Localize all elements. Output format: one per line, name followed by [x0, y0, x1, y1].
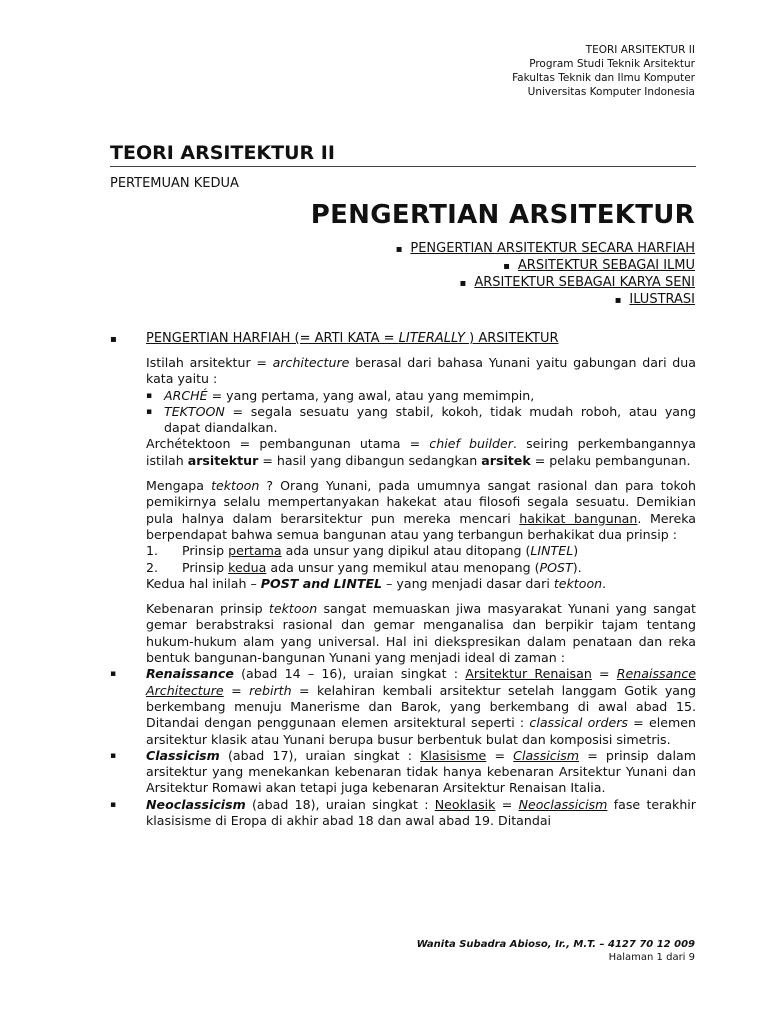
text-underline: Klasisisme — [420, 747, 487, 763]
section-heading-part: ) ARSITEKTUR — [464, 331, 559, 346]
text: = — [591, 666, 617, 682]
text: Istilah arsitektur = — [146, 355, 273, 370]
bullet-icon: ▪ — [395, 244, 403, 255]
toc-item — [396, 292, 695, 309]
bullet-icon: ▪ — [110, 334, 117, 345]
toc-item — [396, 275, 695, 292]
text: ? Orang Yunani, pada umumnya sangat rasional dan para tokoh pemikirnya selalu mempertanyakan hakekat atau filosofi segala sesuatu. Demikian pula halnya dalam berarsitektur pun mereka mencari — [146, 478, 696, 526]
text-bold: arsitek — [481, 452, 531, 468]
text-italic: POST — [539, 559, 573, 575]
table-of-contents — [396, 241, 695, 309]
term: ARCHÉ — [164, 387, 208, 403]
section-heading-text — [146, 331, 559, 346]
text: berasal dari bahasa Yunani yaitu gabungan dari dua kata yaitu : — [146, 355, 696, 387]
text: Kedua hal inilah – — [146, 575, 261, 591]
list-item-renaissance — [110, 666, 696, 747]
numbered-item — [146, 543, 696, 559]
text-italic: chief builder — [429, 436, 513, 452]
text-italic: LINTEL — [530, 543, 574, 559]
section-heading-part: PENGERTIAN HARFIAH (= ARTI KATA = — [146, 331, 399, 346]
text-underline: kedua — [228, 559, 267, 575]
text: . seiring perkembangannya istilah — [146, 436, 696, 468]
header-course: TEORI ARSITEKTUR II — [585, 44, 695, 56]
bullet-icon: ▪ — [503, 261, 510, 272]
text-italic-underline: Classicism — [513, 747, 580, 763]
paragraph-archetektoon — [146, 436, 696, 469]
text-italic: architecture — [272, 355, 350, 370]
text: = elemen arsitektur klasik atau Yunani berupa busur berbentuk bulat dan komposisi simetris. — [146, 715, 696, 747]
text: = kelahiran kembali arsitektur setelah langgam Gotik yang berkembang menuju Manerisme dan Barok, yang berkembang di awal abad 15. Ditandai dengan penggunaan elemen arsitektural seperti : — [146, 682, 696, 731]
text-italic: tektoon — [211, 478, 260, 494]
text-italic: classical orders — [529, 715, 628, 731]
bullet-icon: ▪ — [110, 750, 117, 761]
text: Kebenaran prinsip — [146, 601, 269, 617]
term: Classicism — [146, 747, 220, 763]
term: Neoclassicism — [146, 796, 246, 812]
toc-item — [396, 258, 695, 275]
list-item-arche — [146, 388, 696, 404]
text-italic: rebirth — [249, 682, 292, 698]
paragraph-truth — [146, 601, 696, 666]
header-program: Program Studi Teknik Arsitektur — [529, 58, 695, 70]
document-footer — [417, 938, 695, 964]
footer-page-number: Halaman 1 dari 9 — [608, 952, 695, 963]
document-title: TEORI ARSITEKTUR II — [110, 142, 696, 167]
bullet-icon: ▪ — [459, 278, 467, 289]
text: . Mereka berpendapat bahwa semua bangunan atau yang terbangun berhakikat dua prinsip : — [146, 510, 696, 542]
toc-item-label: ARSITEKTUR SEBAGAI ILMU — [517, 258, 695, 273]
item-number: 1. — [146, 543, 159, 559]
term: TEKTOON — [164, 403, 225, 419]
body-text — [110, 355, 696, 829]
text: Archétektoon = pembangunan utama = — [146, 436, 430, 452]
section-heading — [110, 331, 559, 346]
text: sangat memuaskan jiwa masyarakat Yunani yang sangat gemar berabstraksi rasional dan gemar menganalisa dan berpikir tajam tentang hukum-hukum alam yang universal. Hal ini diekspresikan dalam penataan dan reka bentuk bangunan-bangunan Yunani yang menjadi ideal di zaman : — [146, 601, 696, 666]
text-underline: Neoklasik — [434, 796, 496, 812]
toc-item-label: ILUSTRASI — [629, 292, 695, 307]
text: = prinsip dalam arsitektur yang menekankan kebenaran tidak hanya kebenaran Arsitektur Yunani dan Arsitektur Romawi akan tetapi juga kebenaran Arsitektur Renaisan Italia. — [146, 747, 696, 796]
paragraph-intro — [146, 355, 696, 388]
text: = pelaku pembangunan. — [530, 452, 691, 468]
text: = — [223, 682, 250, 698]
text-italic-underline: Neoclassicism — [518, 796, 608, 812]
text: ) — [573, 543, 579, 559]
paragraph-post-lintel — [146, 576, 696, 592]
text-italic-underline: Renaissance Architecture — [146, 666, 696, 698]
text: = yang pertama, yang awal, atau yang memimpin, — [207, 387, 535, 403]
term: Renaissance — [146, 666, 234, 682]
document-header — [512, 43, 695, 99]
item-number: 2. — [146, 559, 159, 575]
toc-item — [396, 241, 695, 258]
text: ada unsur yang memikul atau menopang ( — [266, 559, 540, 575]
text: fase terakhir klasisisme di Eropa di akhir abad 18 dan awal abad 19. Ditandai — [146, 796, 696, 829]
bullet-icon: ▪ — [614, 295, 622, 306]
text: Prinsip — [182, 559, 229, 575]
list-item-classicism — [110, 748, 696, 797]
text-underline: Arsitektur Renaisan — [465, 666, 592, 682]
toc-item-label: ARSITEKTUR SEBAGAI KARYA SENI — [474, 275, 695, 290]
text: = — [486, 747, 514, 763]
text-bold: arsitektur — [187, 452, 259, 468]
toc-item-label: PENGERTIAN ARSITEKTUR SECARA HARFIAH — [410, 241, 695, 256]
text: Mengapa — [146, 478, 212, 494]
bullet-icon: ▪ — [110, 799, 117, 810]
bullet-icon: ▪ — [110, 669, 117, 680]
meeting-label: PERTEMUAN KEDUA — [110, 176, 239, 191]
footer-author: Wanita Subadra Abioso, Ir., M.T. – 4127 70 12 009 — [416, 939, 695, 950]
header-university: Universitas Komputer Indonesia — [527, 86, 695, 98]
text: . — [602, 575, 607, 591]
text-underline: pertama — [228, 543, 282, 559]
text-bold-italic: POST and LINTEL — [260, 575, 383, 591]
text: (abad 18), uraian singkat : — [245, 796, 435, 812]
text: = segala sesuatu yang stabil, kokoh, tidak mudah roboh, atau yang dapat diandalkan. — [164, 403, 696, 436]
main-title: PENGERTIAN ARSITEKTUR — [310, 200, 695, 230]
text-italic: tektoon — [268, 601, 318, 617]
text: = — [495, 796, 519, 812]
numbered-item — [146, 560, 696, 576]
text-italic: tektoon — [553, 575, 603, 591]
text: (abad 17), uraian singkat : — [219, 747, 421, 763]
text: = hasil yang dibangun sedangkan — [258, 452, 482, 468]
text-underline: hakikat bangunan — [519, 510, 638, 526]
text: – yang menjadi dasar dari — [382, 575, 554, 591]
text: ada unsur yang dipikul atau ditopang ( — [281, 543, 531, 559]
text: (abad 14 – 16), uraian singkat : — [233, 666, 466, 682]
bullet-icon: ▪ — [146, 406, 153, 417]
paragraph-why-tektoon — [146, 478, 696, 543]
list-item-tektoon — [146, 404, 696, 437]
bullet-icon: ▪ — [146, 390, 153, 401]
text: ). — [572, 559, 582, 575]
section-heading-italic: LITERALLY — [398, 331, 465, 346]
header-faculty: Fakultas Teknik dan Ilmu Komputer — [512, 72, 695, 84]
list-item-neoclassicism — [110, 797, 696, 830]
text: Prinsip — [182, 543, 229, 559]
